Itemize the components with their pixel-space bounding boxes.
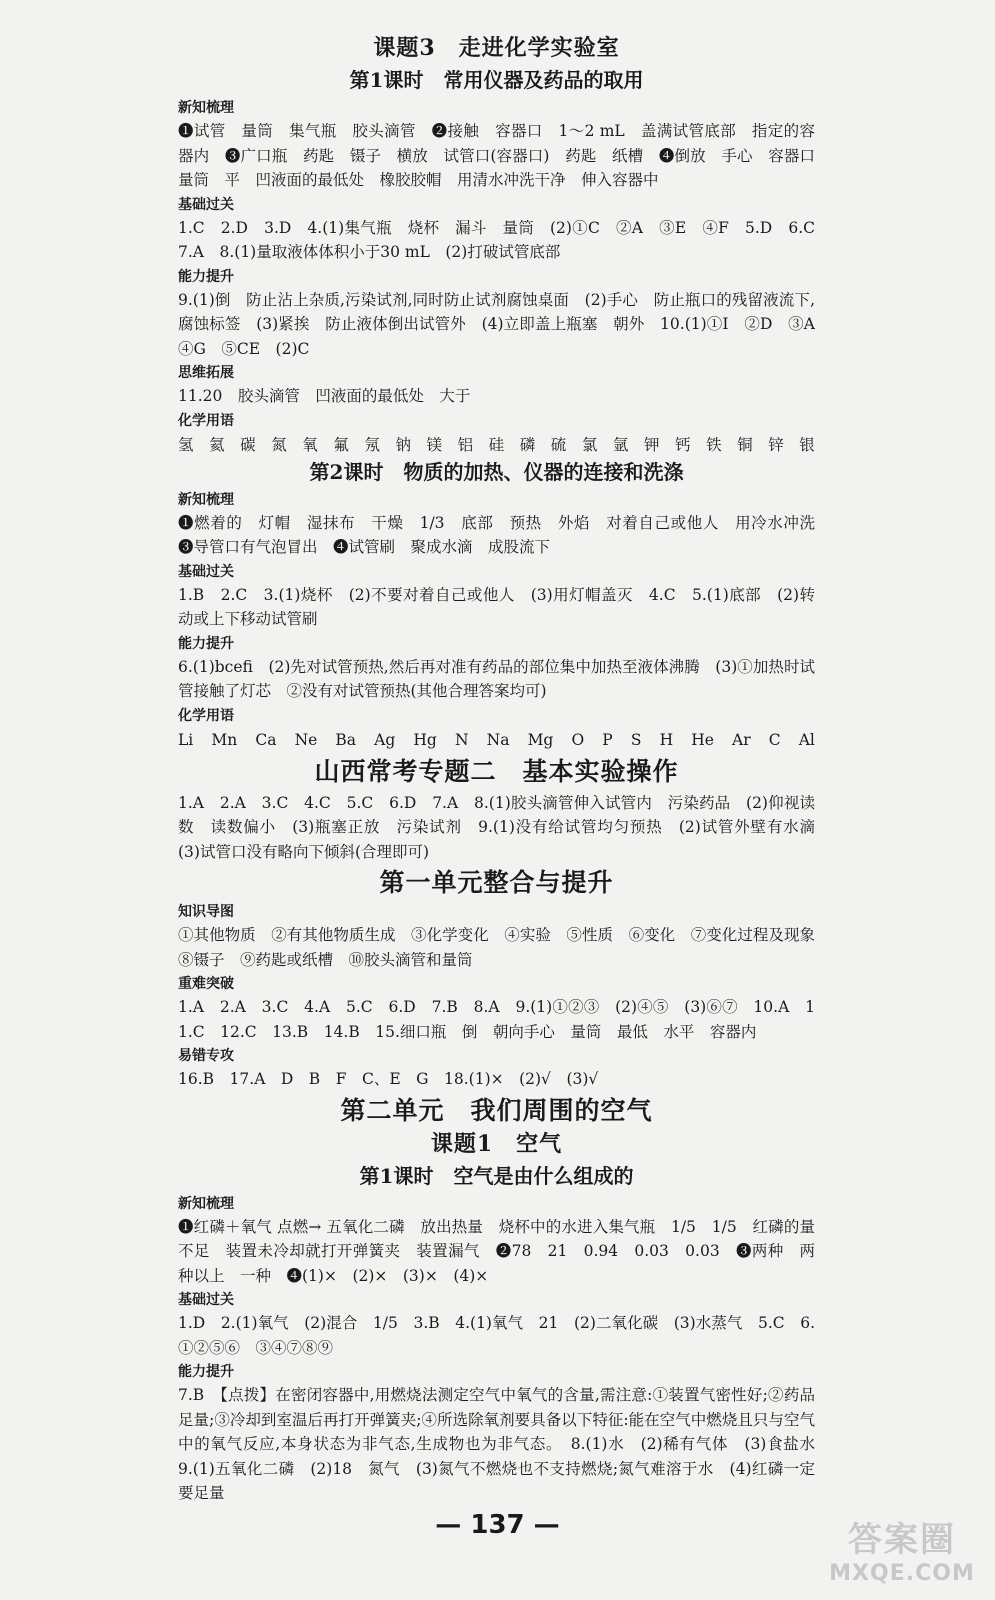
section-heading: 新知梳理 <box>178 491 234 508</box>
element-symbol: O <box>571 730 585 749</box>
element-symbol: 氢 <box>178 435 194 454</box>
answer-paragraph: 6.(1)bcefi (2)先对试管预热,然后再对准有药品的部位集中加热至液体沸腾 (3)①加热时试管接触了灯芯 ②没有对试管预热(其他合理答案均可) <box>178 657 815 700</box>
element-symbol: H <box>659 730 674 749</box>
element-symbol: Ag <box>374 730 396 749</box>
section-heading: 基础过关 <box>178 196 234 213</box>
answer-paragraph: 9.(1)倒 防止沾上杂质,污染试剂,同时防止试剂腐蚀桌面 (2)手心 防止瓶口的残留液流下,腐蚀标签 (3)紧挨 防止液体倒出试管外 (4)立即盖上瓶塞 朝外 10.(1)①I ②D ③A ④G ⑤CE (2)C <box>178 290 831 358</box>
period-title: 第2课时 物质的加热、仪器的连接和洗涤 <box>309 459 684 484</box>
element-symbol: 碳 <box>240 435 256 454</box>
lesson-title: 课题3 走进化学实验室 <box>373 35 620 61</box>
element-symbol: 钾 <box>643 435 660 454</box>
answer-paragraph: 1.D 2.(1)氧气 (2)混合 1/5 3.B 4.(1)氧气 21 (2)二氧化碳 (3)水蒸气 5.C 6.①②⑤⑥ ③④⑦⑧⑨ <box>178 1314 815 1357</box>
element-symbol: 铝 <box>457 435 474 454</box>
watermark-text: 答案圈 <box>848 1520 956 1560</box>
element-symbol: 氦 <box>209 435 225 454</box>
element-symbol: He <box>691 730 714 749</box>
section-heading: 能力提升 <box>178 1364 234 1380</box>
element-symbol: 氩 <box>612 435 629 454</box>
element-symbol: Na <box>486 730 510 749</box>
answer-paragraph: 1.A 2.A 3.C 4.A 5.C 6.D 7.B 8.A 9.(1)①②③ (2)④⑤ (3)⑥⑦ 10.A 11.C 12.C 13.B 14.B 15.细口瓶 倒 朝向手心 量筒 最低 水平 容器内 <box>178 998 815 1041</box>
answer-paragraph: ①其他物质 ②有其他物质生成 ③化学变化 ④实验 ⑤性质 ⑥变化 ⑦变化过程及现象 ⑧镊子 ⑨药匙或纸槽 ⑩胶头滴管和量筒 <box>178 926 831 969</box>
answer-paragraph: ❶燃着的 灯帽 湿抹布 干燥 1/3 底部 预热 外焰 对着自己或他人 用冷水冲洗 ❸导管口有气泡冒出 ❹试管刷 聚成水滴 成股流下 <box>178 513 831 556</box>
lesson-title: 课题1 空气 <box>430 1130 563 1157</box>
section-heading: 化学用语 <box>178 412 234 429</box>
element-symbol: 氧 <box>302 435 318 454</box>
special-topic-title: 山西常考专题二 基本实验操作 <box>314 756 679 786</box>
element-symbol: Mg <box>527 730 554 749</box>
page-number: — 137 — <box>435 1510 560 1540</box>
answer-paragraph: ❶红磷＋氧气 点燃→ 五氧化二磷 放出热量 烧杯中的水进入集气瓶 1/5 1/5 红磷的量不足 装置未冷却就打开弹簧夹 装置漏气 ❷78 21 0.94 0.03 0.03 ❸两种 两种以上 一种 ❹(1)× (2)× (3)× (4)× <box>178 1217 815 1285</box>
element-symbol: 铜 <box>737 435 753 454</box>
element-symbol: 氯 <box>581 435 598 454</box>
element-symbol: 钠 <box>395 435 411 454</box>
element-symbol: N <box>454 730 469 749</box>
answer-paragraph: 1.C 2.D 3.D 4.(1)集气瓶 烧杯 漏斗 量筒 (2)①C ②A ③E ④F 5.D 6.C 7.A 8.(1)量取液体体积小于30 mL (2)打破试管底部 <box>178 218 831 261</box>
answer-paragraph: 11.20 胶头滴管 凹液面的最低处 大于 <box>178 387 471 405</box>
element-symbol: P <box>602 730 613 749</box>
section-heading: 知识导图 <box>178 904 234 920</box>
section-heading: 思维拓展 <box>178 365 234 381</box>
section-heading: 新知梳理 <box>178 1195 234 1212</box>
element-symbol: S <box>630 730 642 749</box>
section-heading: 基础过关 <box>178 563 234 580</box>
period-title: 第1课时 空气是由什么组成的 <box>359 1163 634 1188</box>
element-symbol: Ba <box>335 730 357 749</box>
section-heading: 基础过关 <box>178 1292 234 1308</box>
element-symbol: 氟 <box>333 435 349 454</box>
element-symbol: 硅 <box>488 435 505 454</box>
period-title: 第1课时 常用仪器及药品的取用 <box>349 68 644 92</box>
element-symbol: 锌 <box>768 435 784 454</box>
section-heading: 能力提升 <box>178 268 234 285</box>
element-symbol: Al <box>798 730 815 749</box>
element-symbol: 镁 <box>426 435 443 454</box>
element-symbol: Ne <box>294 730 318 749</box>
element-symbol: 氮 <box>271 435 287 454</box>
answer-paragraph: 1.B 2.C 3.(1)烧杯 (2)不要对着自己或他人 (3)用灯帽盖灭 4.C 5.(1)底部 (2)转动或上下移动试管刷 <box>178 585 815 628</box>
unit-review-title: 第一单元整合与提升 <box>379 868 614 897</box>
answer-paragraph: ❶试管 量筒 集气瓶 胶头滴管 ❷接触 容器口 1～2 mL 盖满试管底部 指定的容器内 ❸广口瓶 药匙 镊子 横放 试管口(容器口) 药匙 纸槽 ❹倒放 手心 容器口 量筒 平 凹液面的最低处 橡胶胶帽 用清水冲洗干净 伸入容器中 <box>178 122 831 189</box>
element-symbol: Hg <box>413 730 437 749</box>
element-symbol: 银 <box>799 435 815 454</box>
section-heading: 易错专攻 <box>178 1048 234 1064</box>
element-list <box>178 432 815 458</box>
element-symbol: Mn <box>211 730 238 749</box>
element-symbol: Ar <box>732 730 751 749</box>
element-symbol: 铁 <box>706 435 722 454</box>
watermark-logo <box>827 1512 977 1586</box>
section-heading: 新知梳理 <box>178 100 234 116</box>
symbol-list <box>178 727 815 753</box>
section-heading: 化学用语 <box>178 707 234 724</box>
answer-paragraph: 7.B 【点拨】在密闭容器中,用燃烧法测定空气中氧气的含量,需注意:①装置气密性好;②药品足量;③冷却到室温后再打开弹簧夹;④所选除氧剂要具备以下特征:能在空气中燃烧且只与空气中的氧气反应,本身状态为非气态,生成物也为非气态。 8.(1)水 (2)稀有气体 (3)食盐水 9.(1)五氧化二磷 (2)18 氮气 (3)氮气不燃烧也不支持燃烧;氮气难溶于水 (4)红磷一定要足量 <box>178 1386 831 1502</box>
watermark-url: MXQE.COM <box>829 1561 975 1586</box>
element-symbol: 磷 <box>519 435 536 454</box>
answer-paragraph: 16.B 17.A D B F C、E G 18.(1)× (2)√ (3)√ <box>178 1070 599 1088</box>
element-symbol: Ca <box>255 730 277 749</box>
section-heading: 重难突破 <box>178 976 234 992</box>
element-symbol: 硫 <box>550 435 567 454</box>
section-heading: 能力提升 <box>178 635 234 652</box>
element-symbol: C <box>768 730 781 749</box>
element-symbol: Li <box>178 730 194 749</box>
element-symbol: 氖 <box>364 435 380 454</box>
unit-title: 第二单元 我们周围的空气 <box>340 1095 653 1125</box>
element-symbol: 钙 <box>675 435 691 454</box>
answer-paragraph: 1.A 2.A 3.C 4.C 5.C 6.D 7.A 8.(1)胶头滴管伸入试管内 污染药品 (2)仰视读数 读数偏小 (3)瓶塞正放 污染试剂 9.(1)没有给试管均匀预热 (2)试管外壁有水滴 (3)试管口没有略向下倾斜(合理即可) <box>178 793 831 861</box>
